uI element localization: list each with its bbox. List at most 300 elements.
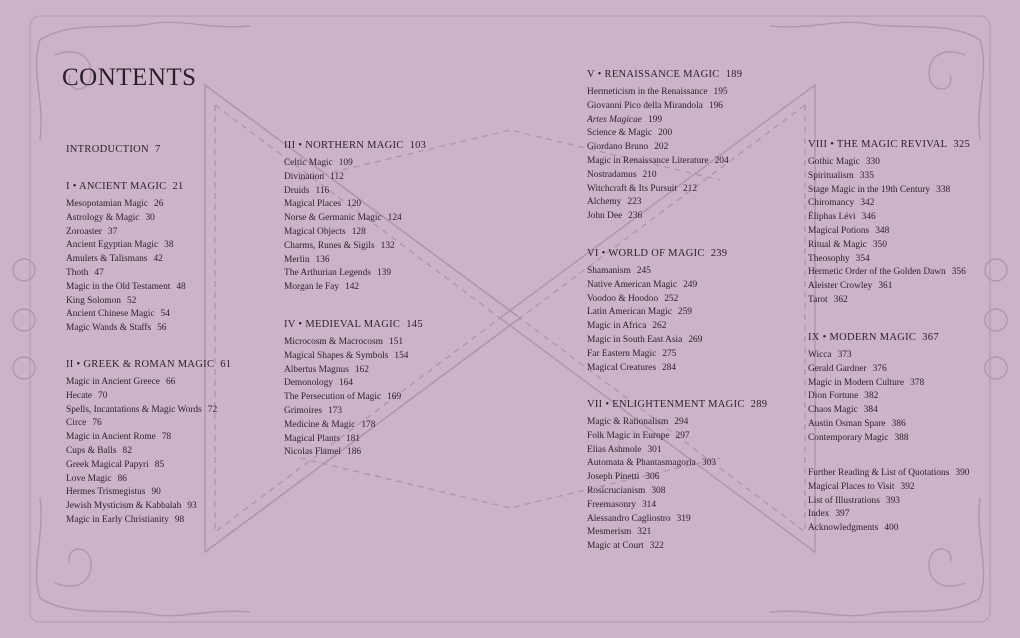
toc-entry-title: Chaos Magic	[808, 405, 858, 416]
section-modern-magic	[808, 331, 939, 446]
section-heading-page: 145	[406, 319, 423, 330]
toc-entry-page: 330	[865, 157, 880, 167]
toc-entry-title: Ancient Egyptian Magic	[66, 240, 159, 251]
toc-entry-title: Automata & Phantasmagoria	[587, 458, 696, 469]
toc-entry-page: 195	[713, 87, 728, 97]
toc-entry-title: Demonology	[284, 378, 333, 389]
toc-entry[interactable]	[66, 267, 186, 281]
introduction-page: 7	[154, 144, 161, 155]
toc-entry[interactable]	[587, 279, 727, 293]
toc-entry-page: 30	[145, 212, 155, 223]
toc-entry-page: 112	[330, 171, 344, 182]
introduction-entry[interactable]	[66, 139, 161, 157]
toc-entry-page: 382	[864, 391, 879, 402]
toc-entry-title: Further Reading & List of Quotations	[808, 468, 950, 478]
toc-entry-page: 245	[636, 266, 651, 276]
toc-entry[interactable]	[808, 377, 939, 391]
toc-entry[interactable]	[808, 495, 969, 509]
section-heading[interactable]	[587, 398, 767, 412]
section-heading-page: 103	[409, 140, 427, 151]
toc-entry-page: 56	[157, 323, 167, 334]
toc-entry-page: 314	[641, 499, 657, 510]
toc-entry-page: 98	[174, 514, 185, 525]
toc-entry[interactable]	[808, 156, 970, 170]
toc-entry-title: Zoroaster	[66, 226, 102, 237]
toc-entry-title: Love Magic	[66, 473, 112, 484]
toc-entry-title: Alchemy	[587, 197, 622, 208]
toc-entry-title: Tarot	[808, 294, 828, 305]
toc-entry-page: 124	[387, 213, 402, 224]
toc-entry[interactable]	[66, 253, 186, 267]
toc-entry[interactable]	[587, 210, 742, 224]
toc-entry[interactable]	[66, 390, 231, 404]
section-medieval-magic	[284, 318, 423, 460]
toc-entry-page: 151	[388, 337, 403, 347]
toc-entry[interactable]	[66, 281, 186, 295]
toc-entry[interactable]	[66, 417, 231, 431]
toc-entry[interactable]	[587, 155, 742, 169]
toc-entry[interactable]	[66, 473, 231, 487]
toc-entry-page: 47	[94, 267, 104, 278]
toc-entry-title: Divination	[284, 171, 325, 182]
section-heading-title: V • RENAISSANCE MAGIC	[587, 69, 720, 80]
toc-entry-page: 37	[107, 226, 118, 237]
toc-entry-title: Far Eastern Magic	[587, 348, 657, 359]
toc-entry-title: Hermetic Order of the Golden Dawn	[808, 267, 946, 278]
toc-entry[interactable]	[808, 349, 939, 363]
toc-entry[interactable]	[587, 100, 742, 114]
toc-entry[interactable]	[808, 211, 970, 225]
toc-entry-title: Gerald Gardner	[808, 363, 867, 374]
toc-entry-title: Circe	[66, 418, 87, 429]
toc-entry[interactable]	[808, 418, 939, 432]
toc-entry-page: 393	[885, 495, 900, 506]
toc-entry[interactable]	[66, 514, 231, 528]
section-heading-page: 21	[172, 181, 184, 192]
toc-entry-page: 181	[345, 433, 361, 444]
toc-entry[interactable]	[808, 481, 969, 495]
toc-entry-page: 400	[884, 523, 899, 534]
toc-entry[interactable]	[66, 198, 186, 212]
toc-entry-title: Magic Wands & Staffs	[66, 323, 152, 334]
toc-entry-title: Aleister Crowley	[808, 281, 873, 292]
toc-entry[interactable]	[808, 239, 970, 253]
toc-entry[interactable]	[587, 334, 727, 348]
toc-entry[interactable]	[808, 390, 939, 404]
toc-entry-page: 303	[701, 458, 716, 469]
toc-entry-page: 348	[875, 225, 890, 236]
toc-entry-title: Merlin	[284, 254, 310, 265]
toc-entry-page: 392	[900, 481, 915, 492]
toc-entry-page: 42	[153, 254, 163, 265]
toc-entry[interactable]	[587, 471, 767, 485]
toc-entry-page: 212	[682, 183, 698, 194]
toc-entry-page: 136	[315, 254, 330, 265]
toc-entry[interactable]	[284, 364, 423, 378]
toc-entry-page: 342	[860, 198, 875, 209]
toc-entry-page: 308	[651, 485, 666, 496]
toc-entry[interactable]	[284, 254, 426, 268]
toc-entry[interactable]	[66, 376, 231, 390]
toc-entry[interactable]	[284, 267, 426, 281]
toc-entry-page: 120	[347, 199, 362, 210]
section-heading[interactable]	[808, 331, 939, 345]
toc-entry-title: Magic in Renaissance Literature	[587, 155, 709, 166]
toc-entry[interactable]	[66, 308, 186, 322]
section-heading-page: 189	[725, 69, 743, 80]
toc-entry[interactable]	[808, 404, 939, 418]
toc-entry-page: 128	[351, 226, 366, 237]
section-heading[interactable]	[66, 180, 186, 194]
toc-entry-title: Albertus Magnus	[284, 364, 349, 375]
toc-entry[interactable]	[587, 196, 742, 210]
toc-entry-title: Magic in Modern Culture	[808, 377, 905, 388]
toc-entry-page: 196	[708, 100, 723, 111]
toc-entry[interactable]	[587, 127, 742, 141]
section-heading-page: 61	[220, 359, 232, 370]
toc-entry-title: Nostradamus	[587, 169, 637, 180]
toc-entry[interactable]	[284, 377, 423, 391]
toc-entry-page: 90	[151, 487, 161, 498]
toc-entry-title: Austin Osman Spare	[808, 418, 886, 429]
toc-entry-page: 384	[863, 405, 878, 416]
toc-entry-page: 116	[315, 185, 330, 196]
toc-entry-title: Magic in Africa	[587, 321, 647, 332]
section-enlightenment-magic	[587, 398, 767, 554]
toc-entry-page: 139	[376, 268, 392, 279]
toc-entry[interactable]	[808, 294, 970, 308]
toc-entry-page: 186	[347, 447, 362, 458]
toc-entry-page: 294	[674, 417, 689, 427]
toc-entry-page: 338	[936, 184, 951, 195]
toc-entry[interactable]	[587, 457, 767, 471]
toc-entry[interactable]	[587, 348, 727, 362]
toc-entry-title: Ritual & Magic	[808, 239, 867, 250]
section-heading-title: IX • MODERN MAGIC	[808, 332, 917, 343]
toc-entry-page: 376	[872, 363, 887, 374]
toc-entry-title: Magic & Rationalism	[587, 417, 669, 427]
toc-entry-page: 38	[164, 240, 174, 251]
toc-entry[interactable]	[808, 170, 970, 184]
toc-entry-page: 162	[354, 364, 369, 375]
toc-entry-page: 356	[951, 267, 966, 278]
toc-entry-title: Magic in the Old Testament	[66, 281, 171, 292]
toc-entry-page: 109	[338, 158, 353, 168]
toc-entry-page: 397	[835, 509, 850, 520]
toc-entry-title: Folk Magic in Europe	[587, 430, 670, 441]
toc-entry-page: 86	[117, 473, 127, 484]
toc-entry-title: Celtic Magic	[284, 158, 333, 168]
toc-entry-page: 319	[676, 513, 691, 524]
toc-entry-title: Elias Ashmole	[587, 444, 642, 455]
toc-entry[interactable]	[587, 540, 767, 554]
toc-entry-page: 52	[126, 295, 137, 306]
toc-entry-title: John Dee	[587, 211, 623, 222]
toc-entry-page: 72	[207, 404, 218, 415]
section-world-of-magic	[587, 247, 727, 375]
toc-entry[interactable]	[66, 226, 186, 240]
toc-entry[interactable]	[587, 485, 767, 499]
toc-entry[interactable]	[587, 526, 767, 540]
toc-entry-title: Native American Magic	[587, 279, 678, 290]
toc-entry[interactable]	[66, 239, 186, 253]
toc-entry-page: 373	[837, 350, 852, 360]
toc-entry-page: 93	[187, 501, 197, 512]
toc-entry[interactable]	[587, 169, 742, 183]
toc-entry-page: 200	[658, 128, 673, 139]
toc-entry[interactable]	[808, 266, 970, 280]
toc-entry-title: Hermes Trismegistus	[66, 487, 146, 498]
toc-entry[interactable]	[284, 171, 426, 185]
section-greek-roman-magic	[66, 358, 231, 528]
toc-entry-title: Greek Magical Papyri	[66, 459, 149, 470]
page-title: CONTENTS	[62, 64, 197, 91]
introduction-label: INTRODUCTION	[66, 144, 149, 155]
section-heading-page: 239	[710, 248, 728, 259]
toc-entry-title: Spells, Incantations & Magic Words	[66, 404, 202, 415]
toc-entry[interactable]	[587, 265, 727, 279]
toc-entry[interactable]	[587, 141, 742, 155]
toc-entry-page: 169	[387, 392, 402, 403]
toc-entry-page: 132	[380, 240, 395, 251]
toc-entry-title: Magic in Ancient Rome	[66, 432, 156, 443]
toc-entry-title: Magical Objects	[284, 226, 346, 237]
toc-entry-title: Chiromancy	[808, 198, 855, 209]
toc-entry-title: Charms, Runes & Sigils	[284, 240, 375, 251]
toc-entry-page: 78	[161, 432, 172, 443]
toc-entry-page: 378	[910, 377, 925, 388]
section-northern-magic	[284, 139, 426, 295]
toc-entry[interactable]	[808, 225, 970, 239]
toc-entry-title: Magic in South East Asia	[587, 334, 683, 345]
toc-entry[interactable]	[808, 467, 969, 481]
toc-entry-page: 236	[628, 211, 643, 222]
toc-entry[interactable]	[66, 404, 231, 418]
toc-entry[interactable]	[587, 293, 727, 307]
toc-entry[interactable]	[587, 86, 742, 100]
toc-entry-title: Magical Plants	[284, 433, 340, 444]
section-heading-title: III • NORTHERN MAGIC	[284, 140, 404, 151]
toc-entry[interactable]	[587, 114, 742, 128]
toc-entry-title: Magic at Court	[587, 541, 644, 552]
toc-entry-title: Theosophy	[808, 253, 850, 264]
toc-entry[interactable]	[284, 350, 423, 364]
toc-entry-page: 252	[664, 293, 679, 304]
toc-entry-title: Cups & Balls	[66, 445, 117, 456]
section-heading[interactable]	[284, 139, 426, 153]
section-heading[interactable]	[66, 358, 231, 372]
toc-entry-page: 362	[833, 294, 848, 305]
toc-entry[interactable]	[284, 198, 426, 212]
toc-entry-title: Freemasonry	[587, 499, 636, 510]
toc-entry[interactable]	[587, 183, 742, 197]
section-magic-revival	[808, 138, 970, 308]
toc-entry-page: 275	[662, 348, 677, 359]
toc-entry[interactable]	[587, 430, 767, 444]
toc-entry-title: Wicca	[808, 350, 832, 360]
toc-entry[interactable]	[808, 280, 970, 294]
toc-entry-title: Mesmerism	[587, 527, 632, 538]
toc-entry[interactable]	[284, 240, 426, 254]
section-heading[interactable]	[808, 138, 970, 152]
toc-entry-title: Ancient Chinese Magic	[66, 309, 155, 320]
toc-entry-page: 301	[647, 444, 662, 455]
toc-entry-title: Hermeticism in the Renaissance	[587, 87, 708, 97]
toc-entry-page: 335	[859, 170, 874, 181]
toc-entry[interactable]	[284, 419, 423, 433]
toc-entry[interactable]	[284, 336, 423, 350]
toc-entry[interactable]	[587, 362, 727, 376]
toc-entry-title: Amulets & Talismans	[66, 254, 148, 265]
toc-entry-page: 346	[861, 212, 876, 223]
toc-entry-page: 354	[855, 253, 870, 264]
toc-entry-title: Hecate	[66, 390, 93, 401]
toc-entry-title: Magical Potions	[808, 225, 870, 236]
toc-entry-title: Jewish Mysticism & Kabbalah	[66, 501, 182, 512]
toc-entry[interactable]	[66, 322, 186, 336]
toc-entry-title: Druids	[284, 185, 310, 196]
toc-entry[interactable]	[808, 432, 939, 446]
toc-entry[interactable]	[808, 363, 939, 377]
toc-entry[interactable]	[66, 431, 231, 445]
toc-entry[interactable]	[284, 433, 423, 447]
toc-entry-title: King Solomon	[66, 295, 121, 306]
toc-entry[interactable]	[66, 500, 231, 514]
toc-entry-title: Magical Creatures	[587, 362, 656, 373]
toc-entry-title: Latin American Magic	[587, 307, 672, 318]
toc-entry-page: 82	[122, 445, 132, 456]
toc-entry[interactable]	[66, 295, 186, 309]
toc-entry-page: 54	[160, 309, 170, 320]
toc-entry-title: Thoth	[66, 267, 89, 278]
toc-entry-page: 249	[683, 279, 698, 290]
toc-entry[interactable]	[66, 445, 231, 459]
toc-entry-title: Spiritualism	[808, 170, 854, 181]
toc-entry[interactable]	[284, 226, 426, 240]
toc-entry-page: 199	[647, 114, 662, 125]
section-heading[interactable]	[587, 68, 742, 82]
toc-entry[interactable]	[284, 391, 423, 405]
toc-entry[interactable]	[587, 320, 727, 334]
toc-entry[interactable]	[587, 306, 727, 320]
toc-entry[interactable]	[284, 212, 426, 226]
section-heading[interactable]	[587, 247, 727, 261]
toc-entry-title: Artes Magicae	[587, 114, 642, 125]
toc-entry[interactable]	[66, 486, 231, 500]
toc-entry[interactable]	[284, 185, 426, 199]
toc-entry[interactable]	[284, 446, 423, 460]
toc-entry-title: Science & Magic	[587, 128, 653, 139]
toc-entry-title: List of Illustrations	[808, 495, 880, 506]
toc-entry-page: 361	[878, 281, 893, 292]
toc-entry-page: 297	[675, 430, 690, 441]
toc-entry[interactable]	[808, 184, 970, 198]
section-heading-page: 289	[750, 399, 768, 410]
toc-entry[interactable]	[808, 197, 970, 211]
toc-entry-title: Stage Magic in the 19th Century	[808, 184, 931, 195]
toc-entry[interactable]	[66, 459, 231, 473]
section-heading-title: VI • WORLD OF MAGIC	[587, 248, 705, 259]
toc-entry-title: Magical Shapes & Symbols	[284, 350, 389, 361]
toc-entry-page: 26	[154, 199, 164, 209]
toc-entry-page: 48	[176, 281, 186, 292]
toc-entry-page: 306	[645, 472, 660, 483]
toc-entry-page: 390	[955, 468, 970, 478]
toc-entry[interactable]	[587, 513, 767, 527]
toc-entry-title: Mesopotamian Magic	[66, 199, 149, 209]
toc-entry-title: Éliphas Lévi	[808, 212, 856, 223]
toc-entry-title: The Arthurian Legends	[284, 268, 371, 279]
toc-entry-title: Magic in Ancient Greece	[66, 377, 160, 387]
toc-entry[interactable]	[284, 281, 426, 295]
toc-entry-page: 386	[891, 418, 906, 429]
toc-entry-page: 322	[649, 541, 664, 552]
toc-entry-title: The Persecution of Magic	[284, 392, 382, 403]
toc-entry-page: 204	[714, 155, 729, 166]
toc-entry-title: Gothic Magic	[808, 157, 860, 167]
toc-entry-page: 142	[345, 282, 360, 293]
toc-entry[interactable]	[587, 444, 767, 458]
section-heading-title: VII • ENLIGHTENMENT MAGIC	[587, 399, 745, 410]
toc-entry-title: Contemporary Magic	[808, 432, 889, 443]
toc-entry-page: 321	[637, 527, 652, 538]
section-heading-title: IV • MEDIEVAL MAGIC	[284, 319, 401, 330]
toc-entry[interactable]	[284, 405, 423, 419]
toc-entry-title: Rosicrucianism	[587, 485, 646, 496]
section-renaissance-magic	[587, 68, 742, 224]
toc-entry-title: Alessandro Cagliostro	[587, 513, 671, 524]
toc-entry[interactable]	[587, 499, 767, 513]
toc-entry-page: 173	[328, 405, 343, 416]
toc-entry-page: 284	[661, 362, 677, 373]
toc-entry-title: Magical Places	[284, 199, 342, 210]
toc-entry[interactable]	[284, 157, 426, 171]
toc-entry-title: Index	[808, 509, 830, 520]
toc-entry-title: Witchcraft & Its Pursuit	[587, 183, 677, 194]
toc-entry[interactable]	[808, 253, 970, 267]
toc-entry-page: 388	[894, 432, 909, 443]
toc-entry-page: 154	[394, 350, 409, 361]
section-ancient-magic	[66, 180, 186, 336]
toc-entry[interactable]	[808, 522, 969, 536]
toc-entry-title: Giordano Bruno	[587, 142, 649, 153]
toc-entry-page: 85	[154, 459, 165, 470]
toc-entry-title: Morgan le Fay	[284, 282, 340, 293]
section-heading-page: 367	[922, 332, 939, 343]
toc-entry-title: Joseph Pinetti	[587, 472, 640, 483]
toc-entry[interactable]	[587, 416, 767, 430]
toc-entry-page: 66	[165, 377, 176, 387]
toc-entry-page: 210	[642, 169, 657, 180]
toc-entry[interactable]	[66, 212, 186, 226]
section-heading-title: II • GREEK & ROMAN MAGIC	[66, 359, 215, 370]
toc-entry-page: 259	[677, 307, 692, 318]
section-heading-title: I • ANCIENT MAGIC	[66, 181, 167, 192]
toc-entry-title: Magical Places to Visit	[808, 481, 895, 492]
toc-entry-title: Shamanism	[587, 266, 631, 276]
toc-entry-page: 350	[872, 239, 887, 250]
toc-entry-title: Nicolas Flamel	[284, 447, 342, 458]
toc-entry-title: Norse & Germanic Magic	[284, 213, 382, 224]
section-heading[interactable]	[284, 318, 423, 332]
toc-entry-page: 178	[361, 419, 376, 430]
toc-entry-page: 76	[92, 418, 102, 429]
toc-entry[interactable]	[808, 508, 969, 522]
toc-entry-title: Grimoires	[284, 405, 323, 416]
section-heading-title: VIII • THE MAGIC REVIVAL	[808, 139, 948, 150]
toc-entry-title: Acknowledgments	[808, 523, 879, 534]
toc-entry-page: 262	[652, 321, 667, 332]
